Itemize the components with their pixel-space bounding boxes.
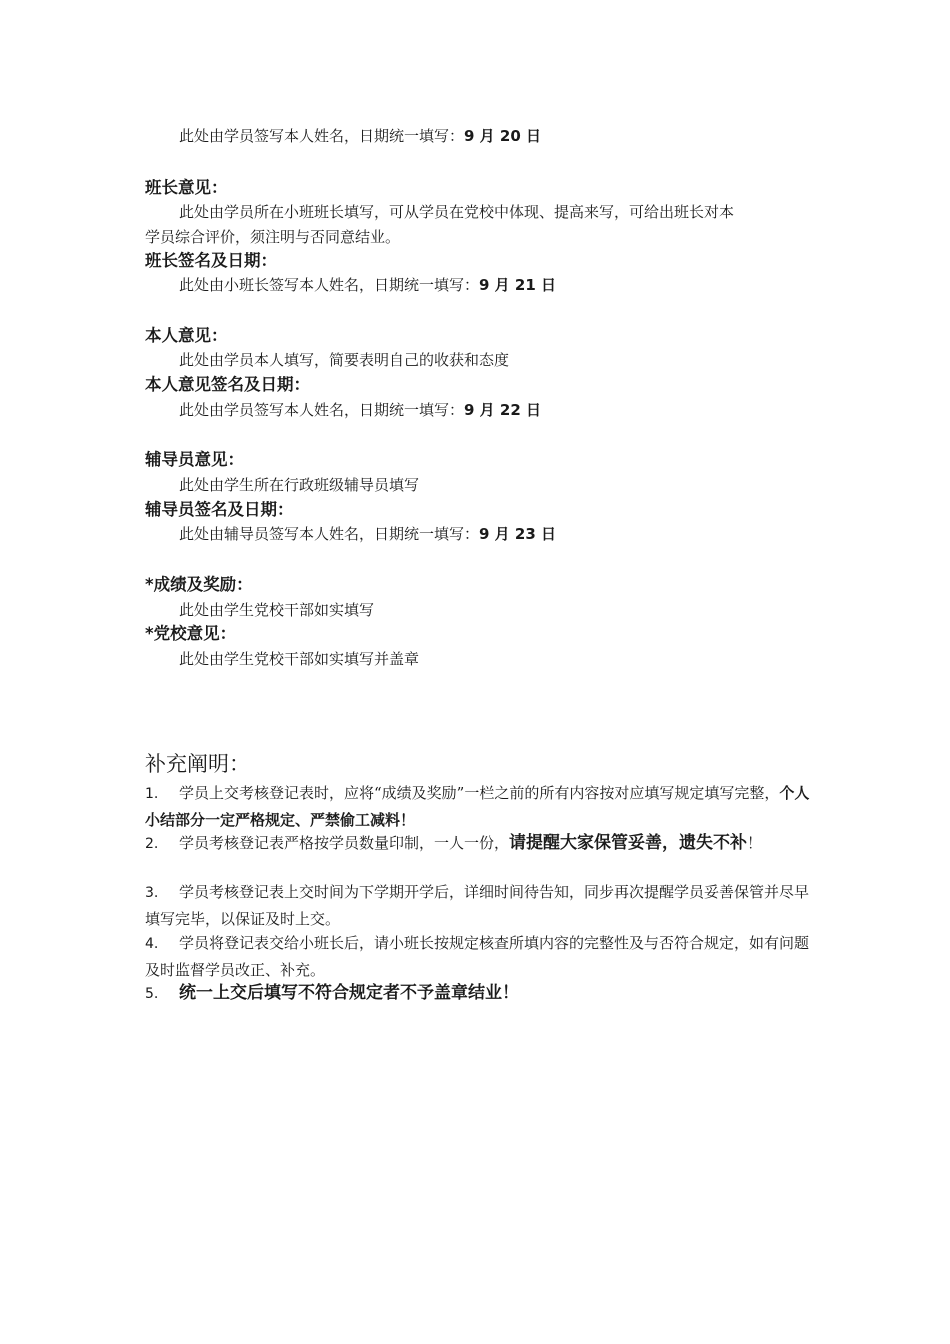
sign-date: 9 月 21 日 <box>479 276 556 294</box>
note-tail: ！ <box>747 834 763 852</box>
instruction-text: 此处由学员签写本人姓名，日期统一填写： <box>179 401 465 419</box>
self-opinion-text: 此处由学员本人填写，简要表明自己的收获和态度 <box>179 351 510 369</box>
note-item <box>145 780 817 833</box>
instruction-text: 此处由辅导员签写本人姓名，日期统一填写： <box>179 525 480 543</box>
note-item <box>145 980 817 1007</box>
monitor-opinion-text-1: 此处由学员所在小班班长填写，可从学员在党校中体现、提高来写，可给出班长对本 <box>179 203 735 221</box>
monitor-sign-instruction <box>179 272 556 298</box>
instruction-text: 此处由小班长签写本人姓名，日期统一填写： <box>179 276 480 294</box>
self-sign-instruction <box>179 397 541 423</box>
note-item <box>145 930 817 983</box>
note-item <box>145 879 817 932</box>
note-emphasis: 个人小结部分一定严格规定、严禁偷工减料！ <box>145 784 810 829</box>
sign-date: 9 月 20 日 <box>464 127 541 145</box>
note-emphasis: 统一上交后填写不符合规定者不予盖章结业！ <box>179 983 519 1003</box>
instruction-text: 此处由学员签写本人姓名，日期统一填写： <box>179 127 465 145</box>
self-sign-heading: 本人意见签名及日期： <box>145 375 310 394</box>
monitor-opinion-heading: 班长意见： <box>145 178 228 197</box>
sign-date: 9 月 22 日 <box>464 401 541 419</box>
note-number: 5. <box>145 986 159 1002</box>
counselor-sign-heading: 辅导员签名及日期： <box>145 500 294 519</box>
note-number: 3. <box>145 885 159 901</box>
note-number: 4. <box>145 936 159 952</box>
student-sign-instruction <box>179 123 541 149</box>
note-number: 1. <box>145 786 159 802</box>
school-opinion-heading: *党校意见： <box>145 624 237 643</box>
note-text: 学员考核登记表严格按学员数量印制，一人一份， <box>179 834 510 852</box>
note-number: 2. <box>145 836 159 852</box>
counselor-opinion-text: 此处由学生所在行政班级辅导员填写 <box>179 476 420 494</box>
counselor-sign-instruction <box>179 521 556 547</box>
grades-text: 此处由学生党校干部如实填写 <box>179 601 375 619</box>
sign-date: 9 月 23 日 <box>479 525 556 543</box>
monitor-sign-heading: 班长签名及日期： <box>145 251 277 270</box>
note-text: 学员上交考核登记表时，应将“成绩及奖励”一栏之前的所有内容按对应填写规定填写完整， <box>179 784 780 802</box>
note-text: 学员将登记表交给小班长后，请小班长按规定核查所填内容的完整性及与否符合规定，如有问题及时监督学员改正、补充。 <box>145 934 810 979</box>
note-text: 学员考核登记表上交时间为下学期开学后，详细时间待告知，同步再次提醒学员妥善保管并尽早填写完毕，以保证及时上交。 <box>145 883 810 928</box>
monitor-opinion-text-2: 学员综合评价，须注明与否同意结业。 <box>145 228 401 246</box>
counselor-opinion-heading: 辅导员意见： <box>145 450 244 469</box>
notes-title: 补充阐明： <box>145 752 250 776</box>
note-item <box>145 830 817 857</box>
school-opinion-text: 此处由学生党校干部如实填写并盖章 <box>179 650 420 668</box>
self-opinion-heading: 本人意见： <box>145 326 228 345</box>
note-emphasis: 请提醒大家保管妥善，遗失不补 <box>509 833 748 853</box>
grades-heading: *成绩及奖励： <box>145 575 253 594</box>
